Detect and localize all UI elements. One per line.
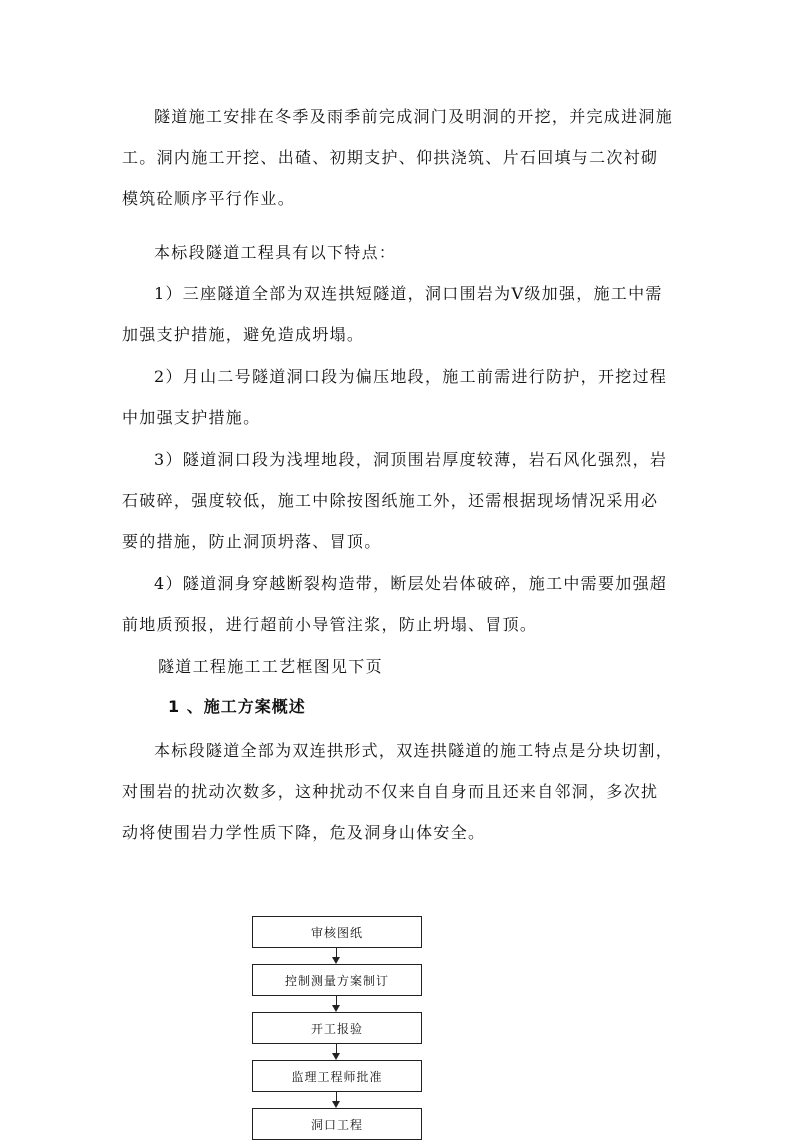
section-heading: 1 、施工方案概述 <box>168 697 306 716</box>
paragraph-features-intro: 本标段隧道工程具有以下特点： <box>154 243 397 262</box>
flow-step-start-report: 开工报验 <box>252 1012 422 1044</box>
flow-step-supervisor-approval: 监理工程师批准 <box>252 1060 422 1092</box>
paragraph-construction-schedule: 隧道施工安排在冬季及雨季前完成洞门及明洞的开挖，并完成进洞施工。洞内施工开挖、出碴、初期支护、仰拱浇筑、片石回填与二次衬砌模筑砼顺序平行作业。 <box>122 107 674 208</box>
paragraph-feature-1: 1）三座隧道全部为双连拱短隧道，洞口围岩为Ⅴ级加强，施工中需加强支护措施，避免造成坍塌。 <box>122 284 663 344</box>
flow-arrow-down-icon <box>252 996 422 1012</box>
paragraph-flowchart-note: 隧道工程施工工艺框图见下页 <box>158 657 383 676</box>
process-flowchart <box>252 916 424 1140</box>
flow-arrow-down-icon <box>252 1044 422 1060</box>
paragraph-feature-3: 3）隧道洞口段为浅埋地段，洞顶围岩厚度较薄，岩石风化强烈，岩石破碎，强度较低，施工中除按图纸施工外，还需根据现场情况采用必要的措施，防止洞顶坍落、冒顶。 <box>122 450 668 551</box>
flow-arrow-down-icon <box>252 948 422 964</box>
flow-step-portal-works: 洞口工程 <box>252 1108 422 1140</box>
paragraph-feature-2: 2）月山二号隧道洞口段为偏压地段，施工前需进行防护，开挖过程中加强支护措施。 <box>122 367 668 427</box>
section-body: 本标段隧道全部为双连拱形式，双连拱隧道的施工特点是分块切割，对围岩的扰动次数多，这种扰动不仅来自自身而且还来自邻洞，多次扰动将使围岩力学性质下降，危及洞身山体安全。 <box>122 741 674 842</box>
paragraph-feature-4: 4）隧道洞身穿越断裂构造带，断层处岩体破碎，施工中需要加强超前地质预报，进行超前小导管注浆，防止坍塌、冒顶。 <box>122 574 668 634</box>
flow-arrow-down-icon <box>252 1092 422 1108</box>
flow-step-survey-plan: 控制测量方案制订 <box>252 964 422 996</box>
flow-step-review-drawings: 审核图纸 <box>252 916 422 948</box>
